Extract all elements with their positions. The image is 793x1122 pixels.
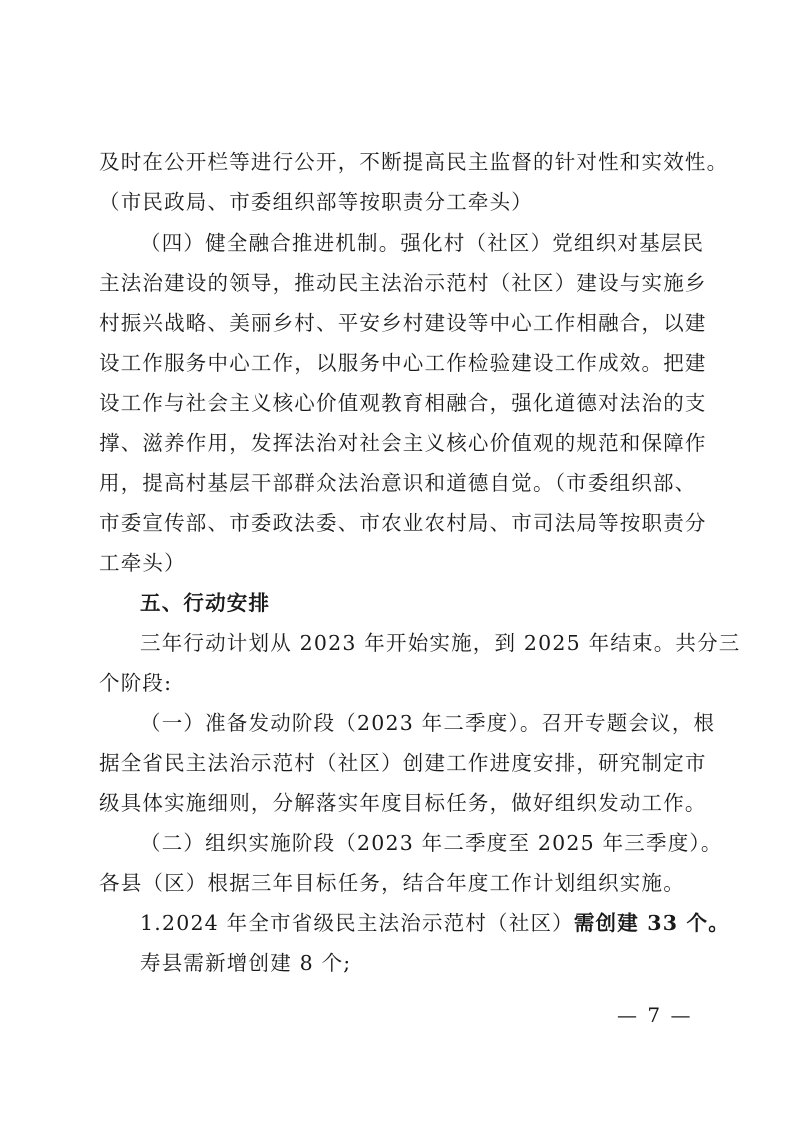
paragraph-line: 市委宣传部、市委政法委、市农业农村局、市司法局等按职责分 xyxy=(99,511,707,535)
paragraph-line: （二）组织实施阶段（2023 年二季度至 2025 年三季度）。 xyxy=(140,831,723,855)
paragraph-line: 各县（区）根据三年目标任务，结合年度工作计划组织实施。 xyxy=(99,871,685,895)
paragraph-line: 设工作服务中心工作，以服务中心工作检验建设工作成效。把建 xyxy=(99,351,707,375)
paragraph-line: 据全省民主法治示范村（社区）创建工作进度安排，研究制定市 xyxy=(99,751,707,775)
paragraph-line: 主法治建设的领导，推动民主法治示范村（社区）建设与实施乡 xyxy=(99,271,707,295)
paragraph-line xyxy=(140,909,740,937)
paragraph-line: （四）健全融合推进机制。强化村（社区）党组织对基层民 xyxy=(140,231,705,255)
section-heading: 五、行动安排 xyxy=(140,591,271,615)
paragraph-line: 个阶段: xyxy=(99,671,173,695)
paragraph-line: 村振兴战略、美丽乡村、平安乡村建设等中心工作相融合，以建 xyxy=(99,311,707,335)
paragraph-line: 三年行动计划从 2023 年开始实施，到 2025 年结束。共分三 xyxy=(140,631,741,655)
paragraph-line: 撑、滋养作用，发挥法治对社会主义核心价值观的规范和保障作 xyxy=(99,431,707,455)
paragraph-line: （市民政局、市委组织部等按职责分工牵头） xyxy=(99,190,533,214)
paragraph-line: 工牵头） xyxy=(99,551,186,575)
paragraph-line: 设工作与社会主义核心价值观教育相融合，强化道德对法治的支 xyxy=(99,391,707,415)
highlighted-text: 需创建 33 个。 xyxy=(573,911,730,935)
paragraph-line: 级具体实施细则，分解落实年度目标任务，做好组织发动工作。 xyxy=(99,791,707,815)
paragraph-line: 用，提高村基层干部群众法治意识和道德自觉。（市委组织部、 xyxy=(99,471,697,495)
page-number: — 7 — xyxy=(617,1003,693,1027)
list-item-text: 1.2024 年全市省级民主法治示范村（社区） xyxy=(140,911,574,935)
paragraph-line: （一）准备发动阶段（2023 年二季度）。召开专题会议，根 xyxy=(140,711,716,735)
paragraph-line: 寿县需新增创建 8 个; xyxy=(140,951,352,975)
paragraph-line: 及时在公开栏等进行公开，不断提高民主监督的针对性和实效性。 xyxy=(99,150,729,174)
